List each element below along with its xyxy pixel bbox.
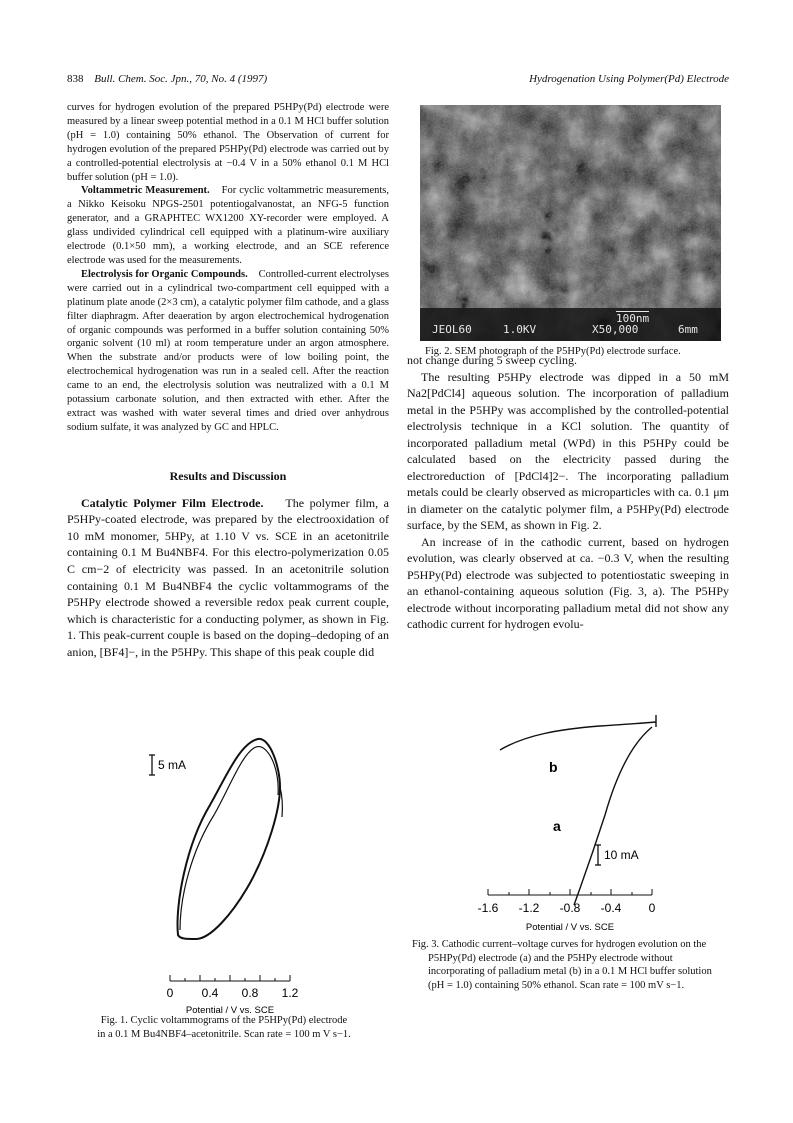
running-title: Hydrogenation Using Polymer(Pd) Electrode bbox=[529, 73, 729, 85]
fig1-tick-label: 0.4 bbox=[201, 986, 219, 1000]
right-column bbox=[407, 352, 729, 633]
journal-citation: Bull. Chem. Soc. Jpn., 70, No. 4 (1997) bbox=[94, 73, 268, 85]
fig3-chart bbox=[470, 705, 690, 940]
sem-image bbox=[420, 105, 721, 341]
paragraph-body: Controlled-current electrolyses were carried out in a cylindrical two-compartment cell equipped with a platinum plate anode (2×3 cm), a catalytic polymer film cathode, and a glass filter diaphragm. After deaeration by argon electrochemical hydrogenation of organic compounds was performed in a buffer solution containing 50% organic solvent (10 ml) at room temperature under an argon atmosphere. When the substrate and/or products were of low boiling point, the electrochemical hydrogenation was run in a sealed cell. After the reaction came to an end, the electrolysis solution was neutralized with a 0.1 M potassium carbonate solution, and then extracted with ether. After the extract was washed with water several times and dried over anhydrous sodium sulfate, it was analyzed by GC and HPLC. bbox=[67, 268, 390, 433]
paragraph-body: For cyclic voltammetric measurements, a Nikko Keisoku NPGS-2501 potentiogalvanostat, an NFG-5 function generator, and a GRAPHTEC WX1200 XY-recorder were employed. A glass undivided cylindrical cell equipped with a platinum-wire auxiliary electrode (0.1×50 mm), a working electrode, and an SCE reference electrode was used for the measurements. bbox=[67, 185, 389, 266]
fig3-curve-b bbox=[500, 722, 656, 750]
paragraph-body: The polymer film, a P5HPy-coated electrode, was prepared by the electrooxidation of 10 mM monomer, 5HPy, at 1.10 V vs. SCE in an acetonitrile containing 0.1 M Bu4NBF4. For this electro-polymerization 0.05 C cm−2 of electricity was passed. In an acetonitrile solution containing 0.1 M Bu4NBF4 the cyclic voltammograms of the P5HPy electrode showed a reversible redox peak current couple, which is characteristic for a conducting polymer, as shown in Fig. 1. This peak-current couple is based on the doping–dedoping of an anion, [BF4]−, in the P5HPy. This shape of this peak couple did bbox=[67, 495, 389, 659]
fig3-tick-label: -1.2 bbox=[518, 901, 540, 915]
sem-voltage-label: 1.0KV bbox=[503, 323, 537, 336]
paragraph: The resulting P5HPy electrode was dipped in a 50 mM Na2[PdCl4] aqueous solution. The incorporation of palladium metal in the P5HPy was accomplished by the controlled-potential electrolysis technique in a KCl solution. The quantity of incorporated palladium metal (WPd) in this P5HPy could be calculated based on the electricity passed during the electroreduction of [PdCl4]2−. The incorporating palladium metals could be clearly observed as microparticles with ca. 0.1 μm in diameter on the catalytic polymer film, a P5HPy(Pd) electrode surface, by the SEM, as shown in Fig. 2. bbox=[407, 369, 729, 532]
fig3-curve-a bbox=[574, 727, 652, 905]
fig3-x-axis-label: Potential / V vs. SCE bbox=[525, 922, 615, 933]
fig3-tick-label: -1.6 bbox=[477, 901, 499, 915]
fig3-tick-label: -0.8 bbox=[559, 901, 581, 915]
fig3-caption-text: Fig. 3. Cathodic current–voltage curves for hydrogen evolution on the P5HPy(Pd) electrode (a) and the P5HPy electrode without incorporating of palladium metal (b) in a 0.1 M HCl buffer solution (pH = 1.0) containing 50% ethanol. Scan rate = 100 mV s−1. bbox=[412, 939, 712, 991]
fig3-label-a: a bbox=[553, 818, 561, 834]
fig3-tick-label: -0.4 bbox=[600, 901, 622, 915]
paragraph: An increase of in the cathodic current, based on hydrogen evolution, was clearly observed at ca. −0.3 V, when the resulting P5HPy(Pd) electrode was subjected to potentiostatic sweeping in an ethanol-containing aqueous solution (Fig. 3, a). The P5HPy electrode without incorporating palladium metal did not show any cathodic current for hydrogen evolu- bbox=[407, 534, 729, 631]
paragraph bbox=[67, 495, 389, 661]
fig1-tick-label: 1.2 bbox=[281, 986, 299, 1000]
fig1-caption-line: Fig. 1. Cyclic voltammograms of the P5HPy(Pd) electrode bbox=[100, 1015, 348, 1026]
sem-scale-label: 100nm bbox=[616, 312, 650, 325]
fig1-caption-line: in a 0.1 M Bu4NBF4–acetonitrile. Scan rate = 100 m V s−1. bbox=[97, 1028, 351, 1040]
fig3-svg bbox=[470, 705, 690, 940]
fig3-scale-bar bbox=[595, 845, 639, 865]
fig1-tick-label: 0.8 bbox=[241, 986, 259, 1000]
fig1-caption bbox=[74, 1014, 374, 1041]
fig1-x-axis-label: Potential / V vs. SCE bbox=[185, 1005, 275, 1015]
fig3-label-b: b bbox=[549, 759, 558, 775]
left-column-lower bbox=[67, 468, 389, 661]
fig3-caption bbox=[412, 938, 730, 992]
running-header bbox=[67, 73, 729, 87]
fig1-scale-bar bbox=[149, 755, 186, 775]
fig3-x-axis bbox=[478, 889, 656, 933]
sem-instrument-label: JEOL60 bbox=[432, 323, 472, 336]
sem-photograph bbox=[420, 105, 721, 341]
fig1-cv-curve-outer bbox=[178, 739, 280, 939]
subheading: Voltammetric Measurement. bbox=[81, 185, 210, 197]
section-title: Results and Discussion bbox=[169, 469, 287, 483]
sem-magnification-label: X50,000 bbox=[592, 323, 639, 336]
header-left bbox=[67, 73, 267, 85]
subheading: Catalytic Polymer Film Electrode. bbox=[81, 495, 264, 510]
left-column-upper bbox=[67, 101, 389, 435]
paragraph: curves for hydrogen evolution of the prepared P5HPy(Pd) electrode were measured by a linear sweep potential method in a 0.1 M HCl buffer solution (pH = 1.0) containing 50% ethanol. The Observation of current for hydrogen evolution of the prepared P5HPy(Pd) electrode was carried out by a controlled-potential electrolysis at −0.4 V in a 50% ethanol 0.1 M HCl buffer solution (pH = 1.0). bbox=[67, 102, 389, 183]
fig3-scale-label: 10 mA bbox=[604, 848, 639, 862]
fig1-svg bbox=[130, 725, 340, 1015]
sem-working-distance-label: 6mm bbox=[678, 323, 698, 336]
fig1-x-axis bbox=[167, 975, 299, 1015]
fig1-tick-label: 0 bbox=[166, 986, 174, 1000]
paragraph bbox=[67, 268, 389, 435]
paragraph: not change during 5 sweep cycling. bbox=[407, 353, 577, 367]
fig1-scale-label: 5 mA bbox=[158, 758, 187, 772]
page-number: 838 bbox=[67, 73, 84, 85]
fig1-chart bbox=[130, 725, 340, 1015]
fig2-caption: Fig. 2. SEM photograph of the P5HPy(Pd) electrode surface. bbox=[425, 346, 681, 357]
subheading: Electrolysis for Organic Compounds. bbox=[81, 268, 248, 280]
fig3-tick-label: 0 bbox=[648, 901, 656, 915]
paragraph bbox=[67, 184, 389, 267]
